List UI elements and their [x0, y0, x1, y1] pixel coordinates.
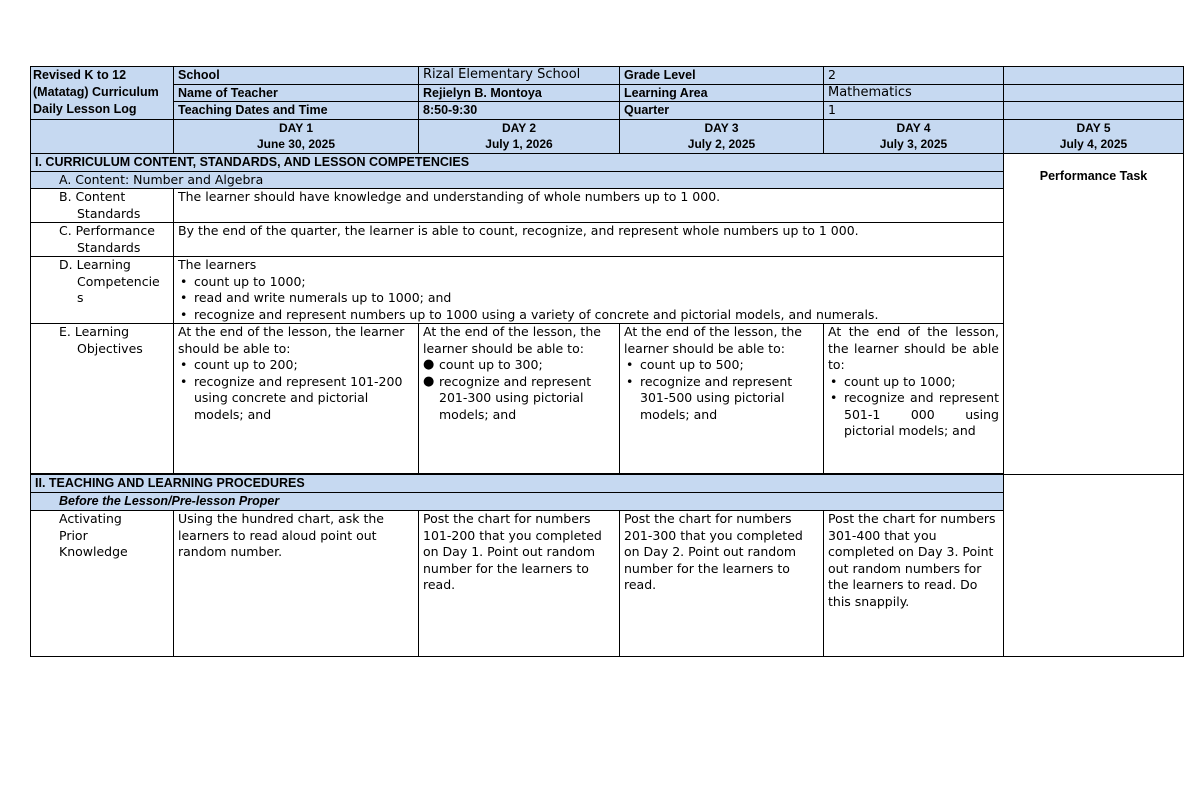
header-blank-2: [1004, 84, 1184, 102]
day-1-name: DAY 1: [278, 120, 314, 135]
list-item: • read and write numerals up to 1000; and: [178, 290, 999, 307]
day-2-header: [419, 119, 620, 153]
competencies-intro: The learners: [178, 257, 257, 272]
area-value: Mathematics: [824, 84, 1004, 102]
dates-value: 8:50-9:30: [419, 102, 620, 120]
activating-day-2: Post the chart for numbers 101-200 that you completed on Day 1. Point out random number for the learners to read.: [419, 511, 620, 657]
day-3-name: DAY 3: [704, 120, 739, 135]
list-item: • recognize and represent 501-1 000 using pictorial models; and: [828, 390, 999, 440]
teacher-label: Name of Teacher: [174, 84, 419, 102]
list-item: ● count up to 300;: [423, 357, 615, 374]
objectives-label-2: Objectives: [77, 340, 143, 356]
objectives-day-4: [824, 324, 1004, 474]
day-5-procedures-cell: [1004, 475, 1184, 657]
day-5-header: [1004, 119, 1184, 153]
day-3-date: July 2, 2025: [687, 137, 756, 151]
list-item: • count up to 200;: [178, 357, 414, 374]
day-1-date: June 30, 2025: [256, 137, 336, 151]
competencies-label-1: D. Learning: [59, 257, 131, 272]
header-blank-3: [1004, 102, 1184, 120]
performance-standards-label-2: Standards: [77, 239, 141, 255]
objectives-day-1-intro: At the end of the lesson, the learner should be able to:: [178, 324, 405, 356]
day-4-date: July 3, 2025: [879, 137, 948, 151]
content-standards-label-2: Standards: [77, 205, 141, 221]
list-item: • recognize and represent 301-500 using pictorial models; and: [624, 374, 819, 424]
objectives-day-1-list: [178, 357, 414, 423]
performance-standards-label: [31, 223, 174, 257]
header-blank-1: [1004, 67, 1184, 85]
objectives-label-1: E. Learning: [59, 324, 130, 339]
list-item: • count up to 1000;: [828, 374, 999, 391]
day-header-blank: [31, 119, 174, 153]
before-lesson-row: Before the Lesson/Pre-lesson Proper: [31, 493, 1004, 511]
activating-day-3: Post the chart for numbers 201-300 that you completed on Day 2. Point out random number for the learners to read.: [620, 511, 824, 657]
list-item: • count up to 1000;: [178, 274, 999, 291]
objectives-day-3-list: [624, 357, 819, 423]
activating-day-4: Post the chart for numbers 301-400 that you completed on Day 3. Point out random numbers for the learners to read. Do this snappily.: [824, 511, 1004, 657]
day-4-header: [824, 119, 1004, 153]
activating-day-1: Using the hundred chart, ask the learners to read aloud point out random number.: [174, 511, 419, 657]
activating-label: [31, 511, 174, 657]
activating-label-3: Knowledge: [59, 544, 128, 559]
competencies-label-2: Competencie: [77, 273, 160, 289]
competencies-list: [178, 274, 999, 324]
performance-task-cell: Performance Task: [1004, 153, 1184, 475]
content-row: A. Content: Number and Algebra: [31, 171, 1004, 189]
performance-standards-text: By the end of the quarter, the learner is able to count, recognize, and represent whole numbers up to 1 000.: [174, 223, 1004, 257]
list-item: • recognize and represent numbers up to 1000 using a variety of concrete and pictorial models, and numerals.: [178, 307, 999, 324]
objectives-day-3: [620, 324, 824, 474]
teacher-value: Rejielyn B. Montoya: [419, 84, 620, 102]
objectives-day-4-list: [828, 374, 999, 440]
day-2-date: July 1, 2026: [485, 137, 553, 151]
dates-label: Teaching Dates and Time: [174, 102, 419, 120]
grade-label: Grade Level: [620, 67, 824, 85]
objectives-label: [31, 324, 174, 474]
school-value: Rizal Elementary School: [419, 67, 620, 85]
content-standards-text: The learner should have knowledge and understanding of whole numbers up to 1 000.: [174, 189, 1004, 223]
performance-standards-label-1: C. Performance: [59, 223, 155, 238]
school-label: School: [174, 67, 419, 85]
content-standards-label: [31, 189, 174, 223]
objectives-day-2: [419, 324, 620, 474]
day-5-name: DAY 5: [1076, 120, 1111, 135]
area-label: Learning Area: [620, 84, 824, 102]
day-3-header: [620, 119, 824, 153]
grade-value: 2: [824, 67, 1004, 85]
objectives-day-2-intro: At the end of the lesson, the learner should be able to:: [423, 324, 601, 356]
objectives-day-1: [174, 324, 419, 474]
activating-label-2: Prior: [59, 527, 88, 543]
list-item: ● recognize and represent 201-300 using pictorial models; and: [423, 374, 615, 424]
section-1-title: I. CURRICULUM CONTENT, STANDARDS, AND LESSON COMPETENCIES: [31, 153, 1004, 171]
daily-lesson-log-table: [30, 66, 1184, 657]
activating-label-1: Activating: [59, 511, 122, 526]
section-2-title: II. TEACHING AND LEARNING PROCEDURES: [31, 475, 1004, 493]
day-4-name: DAY 4: [896, 120, 931, 135]
title-line-1: Revised K to 12: [33, 68, 127, 82]
title-line-2: (Matatag) Curriculum: [33, 85, 159, 99]
title-line-3: Daily Lesson Log: [33, 102, 137, 116]
quarter-label: Quarter: [620, 102, 824, 120]
competencies-label: [31, 257, 174, 324]
day-2-name: DAY 2: [501, 120, 537, 135]
list-item: • count up to 500;: [624, 357, 819, 374]
day-5-date: July 4, 2025: [1059, 137, 1128, 151]
objectives-day-3-intro: At the end of the lesson, the learner should be able to:: [624, 324, 802, 356]
day-1-header: [174, 119, 419, 153]
log-title: [31, 67, 174, 120]
objectives-day-4-intro: At the end of the lesson, the learner should be able to:: [828, 324, 999, 372]
competencies-label-3: s: [77, 290, 84, 305]
objectives-day-2-list: [423, 357, 615, 423]
quarter-value: 1: [824, 102, 1004, 120]
list-item: • recognize and represent 101-200 using concrete and pictorial models; and: [178, 374, 414, 424]
content-standards-label-1: B. Content: [59, 189, 126, 204]
competencies-text: [174, 257, 1004, 324]
